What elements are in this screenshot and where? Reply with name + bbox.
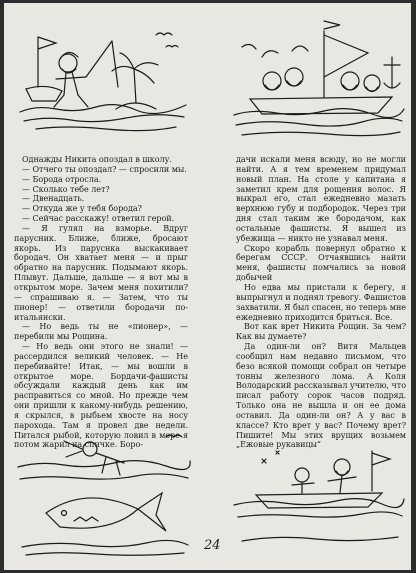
fisherman-sailor-icon bbox=[16, 17, 192, 143]
paragraph: — Но ведь они этого не знали! — рассердился великий человек. — Не перебивайте! Итак, — мы вошли в открытое море. Бордачи-фашисты обсуждали каждый день как им расправиться со мной. Но прежде чем они пришли к какому-нибудь решению, я скрылся, в рыбьем хвосте на носу парохода. Там я провел две недели. Питался рыбой, которую ловил в море я потом жарил на спичке. Боро- bbox=[14, 342, 188, 450]
illustration-bottom-right bbox=[232, 441, 406, 561]
rescue-boat-icon bbox=[232, 441, 406, 561]
paragraph: — Отчего ты опоздал? — спросили мы. bbox=[22, 164, 187, 174]
paragraph: — Борода отросла. bbox=[22, 174, 102, 184]
paragraph: Скоро корабль повернул обратно к берегам СССР. Отчаявшись найти меня, фашисты помчались за новой добычей bbox=[236, 243, 406, 283]
paragraph: — Но ведь ты не «пионер», — перебили мы Рощина. bbox=[14, 322, 188, 342]
paragraph: — Сколько тебе лет? bbox=[22, 184, 110, 194]
paragraph: Вот как врет Никита Рощин. За чем? Как вы думаете? bbox=[236, 322, 406, 342]
paragraph: Однажды Никита опоздал в школу. bbox=[22, 155, 172, 164]
article-title bbox=[192, 3, 230, 551]
paragraph: — Откуда же у тебя борода? bbox=[22, 204, 142, 214]
magazine-page bbox=[4, 3, 411, 570]
illustration-top-left bbox=[16, 17, 192, 143]
paragraph: Да один-ли он? Витя Мальцев сообщил нам недавно письмом, что безо всякой помощи собрал он четыре тонны железного лома. А Коля Володарский рассказывал учителю, что писал работу сорок часов подряд. Только она не вышла и он ее дома оставил. Да один-ли он? А у вас в классе? Кто врет у вас? Почему врет? Пишите! Мы этих врущих возьмем „Ежовые рукавицы“ bbox=[236, 342, 406, 450]
left-column bbox=[14, 155, 188, 450]
illustration-top-right bbox=[232, 17, 406, 145]
illustration-bottom-left bbox=[16, 423, 192, 563]
paragraph: — Я гулял на взморье. Вдруг парусник. Ближе, ближе, бросают якорь. Из паруснка выскакивает бородач. Он хватает меня — и прыг обратно на парусник. Подымают якорь. Плывут. Дальше, дальше — я вот мы в открытом море. Зачем меня похитили? — спрашиваю я. — Затем, что ты пионер! — ответили бородачи по-итальянски. bbox=[14, 223, 188, 322]
paragraph: — Двенадцать. bbox=[22, 194, 85, 204]
paragraph: Но едва мы пристали к берегу, я выпрыгнул и поднял тревогу. Фашистов захватили. Я был спасен, но теперь мне ежедневно приходится бриться. Все. bbox=[236, 282, 406, 322]
right-column bbox=[236, 155, 406, 450]
paragraph: — Сейчас расскажу! ответил герой. bbox=[22, 214, 175, 224]
swimming-boy-shark-icon bbox=[16, 423, 192, 563]
paragraph: дачи искали меня всюду, но не могли найти. А я тем временем придумал новый план. На столе у капитана я заметил крем для рощения волос. Я выкрал его, стал ежедневно мазать верхнюю губу и подбородок. Через три дня стал таким же бородачом, как остальные фашисты. Я вышел из убежища — никто не узнавал меня. bbox=[236, 155, 406, 243]
page-number: 24 bbox=[204, 538, 221, 553]
bearded-sailors-ship-icon bbox=[232, 17, 406, 145]
title-strip bbox=[192, 3, 230, 551]
